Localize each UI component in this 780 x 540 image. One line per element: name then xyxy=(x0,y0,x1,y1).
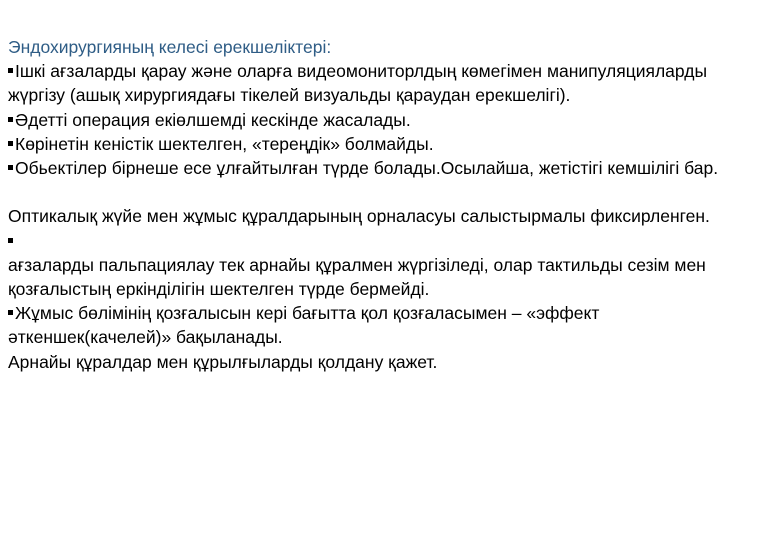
bullet-icon xyxy=(8,310,13,315)
bullet-text: Жұмыс бөлімінің қозғалысын кері бағытта қол қозғаласымен – «эффект әткеншек(качелей)» бақыланады. xyxy=(8,303,600,348)
paragraph: ағзаларды пальпациялау тек арнайы құралмен жүргізіледі, олар тактильды сезім мен қозғалыстың еркінділігін шектелген түрде бермейді. xyxy=(8,254,706,300)
spacer xyxy=(8,180,760,204)
bullet-item xyxy=(8,59,760,107)
bullet-item xyxy=(8,108,760,132)
paragraph: Арнайы құралдар мен құрылғыларды қолдану қажет. xyxy=(8,351,438,372)
bullet-item xyxy=(8,301,760,349)
bullet-text: Ішкі ағзаларды қарау және оларға видеомониторлдың көмегімен манипуляцияларды жүргізу (ашық хирургиядағы тікелей визуальды қараудан ерекшелігі). xyxy=(8,61,708,106)
bullet-item xyxy=(8,156,760,180)
bullet-item xyxy=(8,132,760,156)
bullet-icon xyxy=(8,68,13,73)
bullet-text: Обьектілер бірнеше есе ұлғайтылған түрде болады.Осылайша, жетістігі кемшілігі бар. xyxy=(15,158,719,179)
bullet-icon xyxy=(8,165,13,170)
bullet-text: Әдетті операция екіөлшемді кескінде жасалады. xyxy=(15,109,411,130)
paragraph: Оптикалық жүйе мен жұмыс құралдарының орналасуы салыстырмалы фиксирленген. xyxy=(8,206,710,227)
bullet-icon xyxy=(8,141,13,146)
bullet-icon xyxy=(8,238,13,243)
empty-bullet-item xyxy=(8,229,760,253)
bullet-text: Көрінетін кеністік шектелген, «тереңдік» болмайды. xyxy=(15,133,434,154)
slide-title: Эндохирургияның келесі ерекшеліктері: xyxy=(8,37,332,57)
bullet-icon xyxy=(8,117,13,122)
